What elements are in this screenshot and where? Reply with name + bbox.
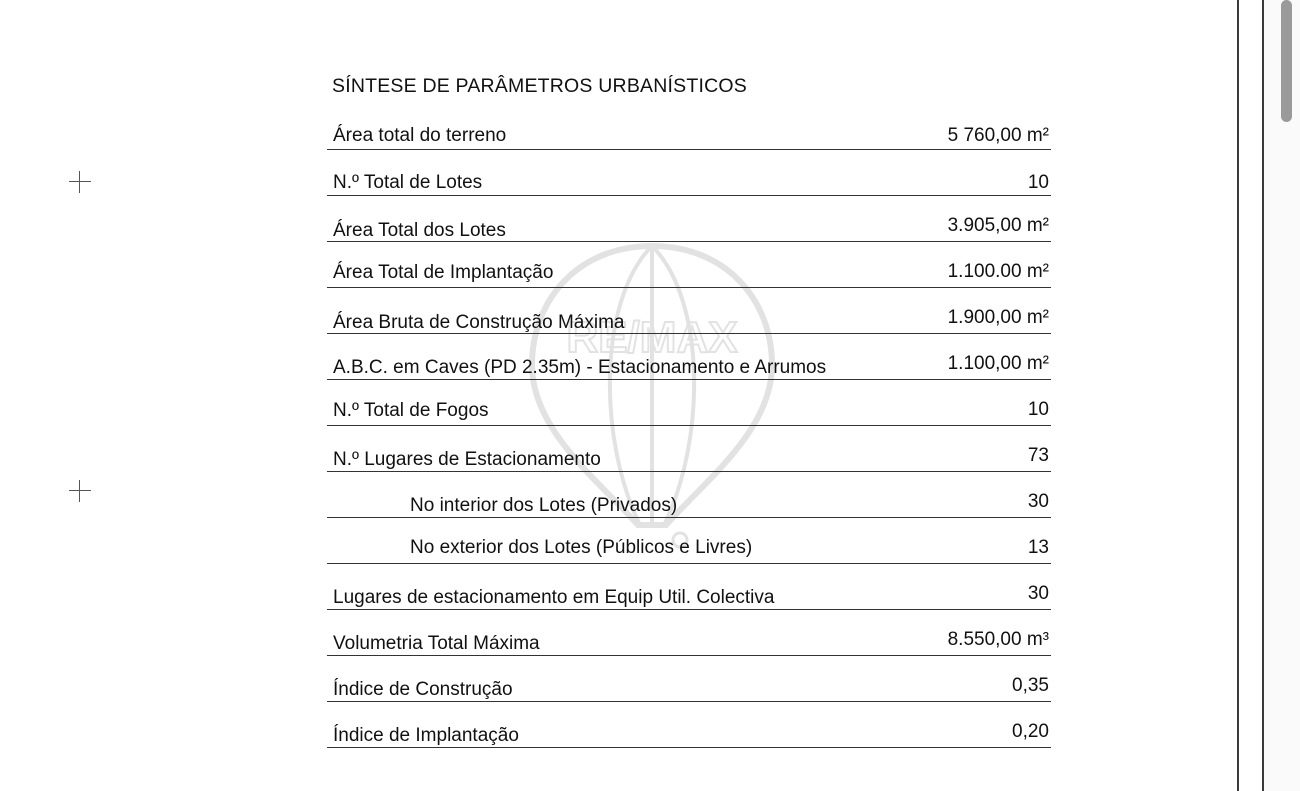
table-row [327, 655, 1051, 702]
table-row [327, 425, 1051, 472]
table-row [327, 149, 1051, 196]
row-value: 73 [1027, 445, 1049, 466]
row-label: Área total do terreno [333, 125, 507, 146]
row-label: A.B.C. em Caves (PD 2.35m) - Estacionamento e Arrumos [333, 357, 827, 378]
table-row [327, 287, 1051, 334]
table-row [327, 333, 1051, 380]
row-label: Lugares de estacionamento em Equip Util. Colectiva [333, 587, 775, 608]
table-row [327, 379, 1051, 426]
row-label: Índice de Construção [333, 679, 513, 700]
document-title: SÍNTESE DE PARÂMETROS URBANÍSTICOS [332, 75, 747, 97]
row-value: 1.900,00 m² [947, 307, 1049, 328]
row-value: 0,20 [1012, 721, 1049, 742]
row-value: 1.100.00 m² [947, 261, 1049, 282]
table-row [327, 241, 1051, 288]
row-value: 30 [1027, 583, 1049, 604]
row-value: 10 [1027, 172, 1049, 193]
row-value: 30 [1027, 491, 1049, 512]
row-label: No interior dos Lotes (Privados) [410, 495, 678, 516]
table-row [327, 471, 1051, 518]
row-label: Índice de Implantação [333, 725, 519, 746]
table-row [327, 701, 1051, 748]
row-value: 5 760,00 m² [947, 125, 1049, 146]
row-value: 13 [1027, 537, 1049, 558]
row-value: 0,35 [1012, 675, 1049, 696]
row-value: 10 [1027, 399, 1049, 420]
row-value: 1.100,00 m² [947, 353, 1049, 374]
row-label: No exterior dos Lotes (Públicos e Livres) [410, 537, 753, 558]
scrollbar-thumb[interactable] [1281, 0, 1292, 122]
row-label: N.º Lugares de Estacionamento [333, 449, 601, 470]
row-value: 8.550,00 m³ [947, 629, 1049, 650]
row-label: Área Bruta de Construção Máxima [333, 312, 625, 333]
row-label: N.º Total de Fogos [333, 400, 489, 421]
row-label: N.º Total de Lotes [333, 172, 483, 193]
table-row [327, 609, 1051, 656]
crosshair-icon [69, 480, 91, 502]
table-row [327, 563, 1051, 610]
page-border-line [1237, 0, 1239, 791]
row-label: Área Total dos Lotes [333, 220, 506, 241]
row-value: 3.905,00 m² [947, 215, 1049, 236]
table-row [327, 195, 1051, 242]
crosshair-icon [69, 171, 91, 193]
table-row [327, 517, 1051, 564]
scrollbar-border-line [1262, 0, 1264, 791]
svg-text:RE/MAX: RE/MAX [566, 313, 738, 362]
table-row [327, 103, 1051, 150]
row-label: Área Total de Implantação [333, 262, 554, 283]
row-label: Volumetria Total Máxima [333, 633, 540, 654]
